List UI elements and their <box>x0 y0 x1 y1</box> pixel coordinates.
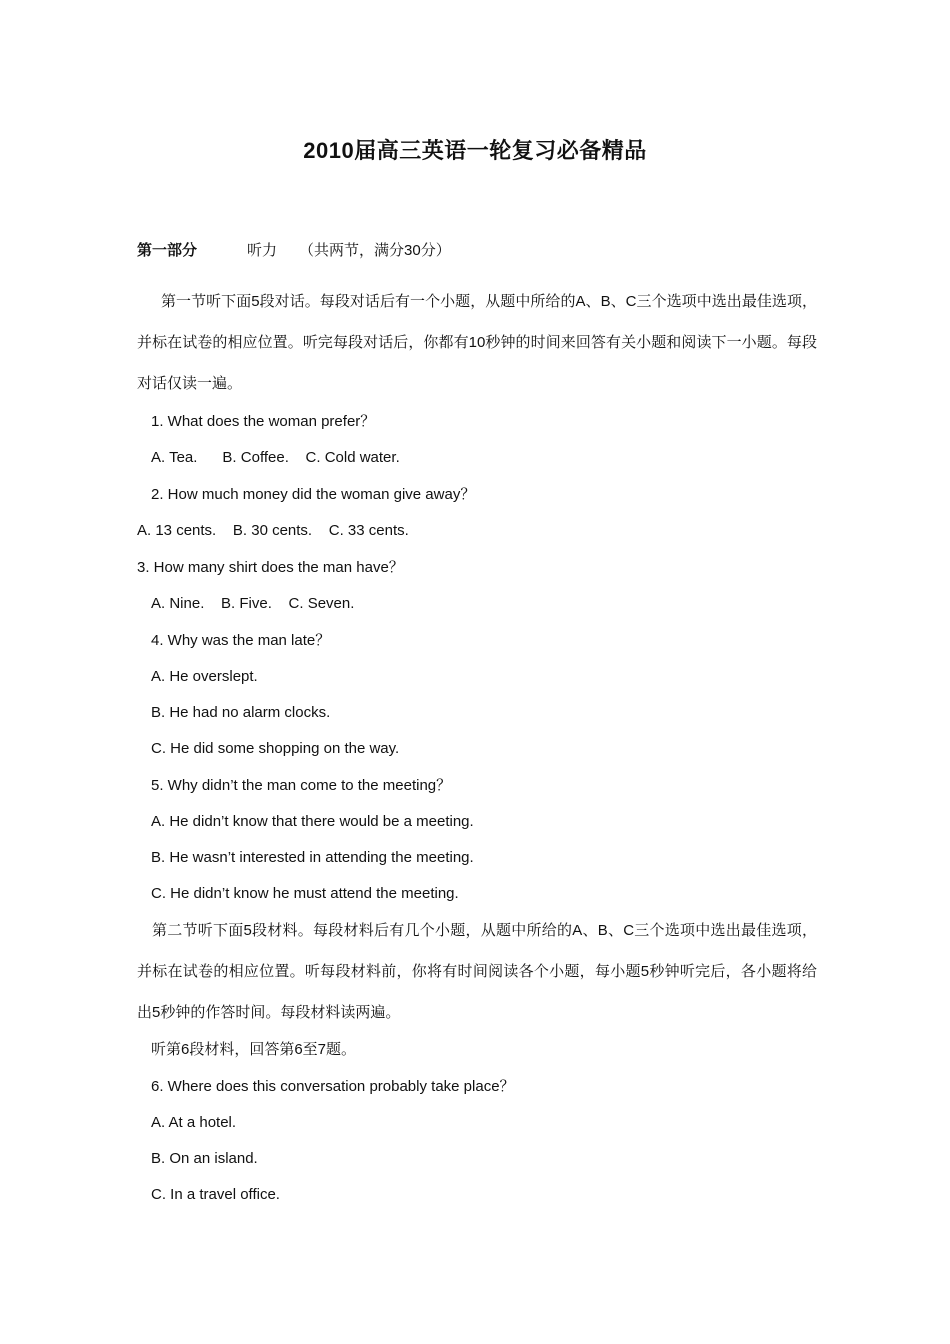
question-3-options: A. Nine. B. Five. C. Seven. <box>151 595 355 612</box>
question-2-options: A. 13 cents. B. 30 cents. C. 33 cents. <box>137 522 409 539</box>
section1-intro: 第一节听下面5段对话。每段对话后有一个小题，从题中所给的A、B、C三个选项中选出最佳选项，并标在试卷的相应位置。听完每段对话后，你都有10秒钟的时间来回答有关小题和阅读下一小题。每段对话仅读一遍。 <box>137 293 817 392</box>
question-6-option-c: C. In a travel office. <box>151 1186 280 1203</box>
section2-intro: 第二节听下面5段材料。每段材料后有几个小题，从题中所给的A、B、C三个选项中选出最佳选项，并标在试卷的相应位置。听每段材料前，你将有时间阅读各个小题，每小题5秒钟听完后，各小题将给出5秒钟的作答时间。每段材料读两遍。 <box>137 922 817 1021</box>
part-label: 第一部分 <box>137 242 198 259</box>
question-4-option-b: B. He had no alarm clocks. <box>151 704 331 721</box>
question-4: 4. Why was the man late？ <box>151 632 331 649</box>
question-5-option-a: A. He didn’t know that there would be a meeting. <box>151 813 474 830</box>
question-4-option-c: C. He did some shopping on the way. <box>151 740 400 757</box>
question-5: 5. Why didn’t the man come to the meeting？ <box>151 777 452 794</box>
question-2: 2. How much money did the woman give away？ <box>151 486 476 503</box>
part-note: （共两节，满分30分） <box>299 242 451 259</box>
document-title: 2010届高三英语一轮复习必备精品 <box>303 138 647 163</box>
question-6: 6. Where does this conversation probably take place？ <box>151 1078 515 1095</box>
question-4-option-a: A. He overslept. <box>151 668 258 685</box>
part-name: 听力 <box>247 242 278 259</box>
question-1-options: A. Tea. B. Coffee. C. Cold water. <box>151 449 400 466</box>
listen-instruction-6: 听第6段材料，回答第6至7题。 <box>151 1041 357 1058</box>
question-6-option-b: B. On an island. <box>151 1150 258 1167</box>
question-5-option-c: C. He didn’t know he must attend the meeting. <box>151 885 459 902</box>
question-5-option-b: B. He wasn’t interested in attending the meeting. <box>151 849 474 866</box>
part-heading <box>137 241 451 261</box>
question-3: 3. How many shirt does the man have？ <box>137 559 404 576</box>
question-1: 1. What does the woman prefer？ <box>151 413 376 430</box>
question-6-option-a: A. At a hotel. <box>151 1114 237 1131</box>
